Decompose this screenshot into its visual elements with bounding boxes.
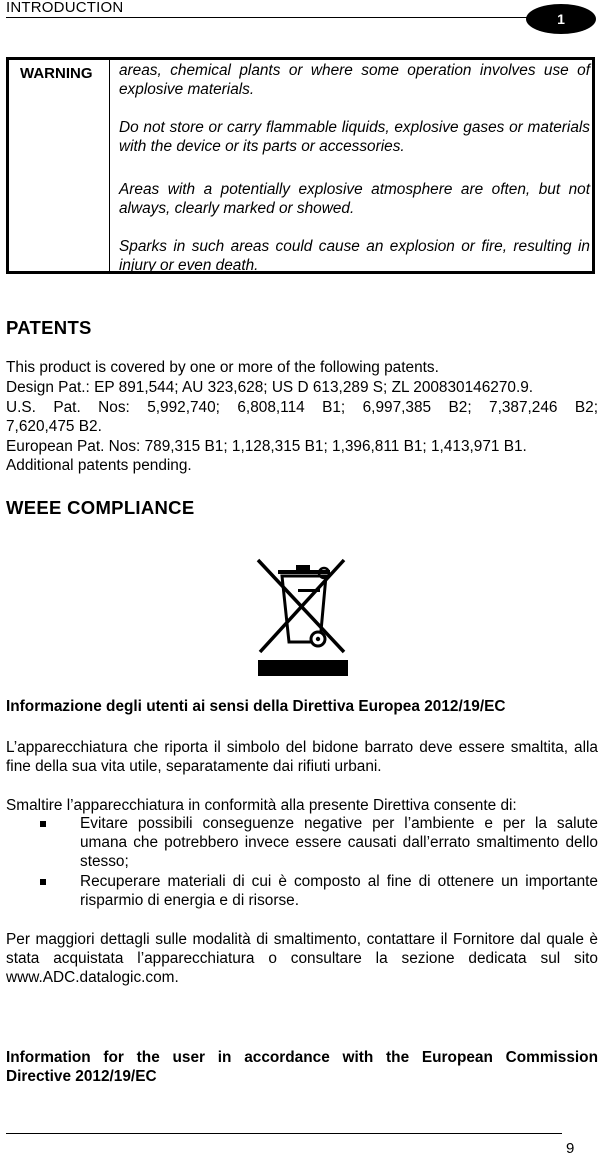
weee-heading: WEEE COMPLIANCE	[6, 497, 195, 518]
patents-pending: Additional patents pending.	[6, 457, 192, 474]
chapter-badge	[526, 4, 596, 34]
page-number: 9	[566, 1140, 575, 1157]
weee-italian-title: Informazione degli utenti ai sensi della Direttiva Europea 2012/19/EC	[6, 698, 506, 715]
weee-italian-paragraph: Per maggiori dettagli sulle modalità di smaltimento, contattare il Fornitore dal quale è stata acquistata l’apparecchiatura o consultare la sezione dedicata sul sito www.ADC.datalogic.com.	[6, 931, 598, 986]
bullet-icon	[40, 879, 46, 885]
warning-paragraph: Do not store or carry flammable liquids, explosive gases or materials with the device or its parts or accessories.	[119, 119, 590, 155]
weee-english-title-continued: Directive 2012/19/EC	[6, 1068, 157, 1085]
footer-rule	[6, 1133, 562, 1134]
header-rule	[6, 17, 534, 18]
bullet-icon	[40, 821, 46, 827]
weee-english-title: Information for the user in accordance with the European Commission	[6, 1049, 598, 1066]
warning-paragraph: Sparks in such areas could cause an explosion or fire, resulting in injury or even death.	[119, 238, 590, 274]
crossed-out-wheelie-bin-icon	[252, 556, 352, 678]
warning-label: WARNING	[20, 65, 93, 82]
chapter-number: 1	[557, 10, 565, 27]
patents-us-line-continued: 7,620,475 B2.	[6, 418, 102, 435]
weee-italian-paragraph: Smaltire l’apparecchiatura in conformità alla presente Direttiva consente di:	[6, 797, 517, 814]
patents-intro: This product is covered by one or more of the following patents.	[6, 359, 439, 376]
warning-paragraph: Areas with a potentially explosive atmosphere are often, but not always, clearly marked or showed.	[119, 181, 590, 217]
warning-paragraph: areas, chemical plants or where some operation involves use of explosive materials.	[119, 62, 590, 98]
weee-italian-bullet: Recuperare materiali di cui è composto al fine di ottenere un importante risparmio di energia e di risorse.	[80, 873, 598, 909]
patents-design: Design Pat.: EP 891,544; AU 323,628; US D 613,289 S; ZL 200830146270.9.	[6, 379, 534, 396]
weee-italian-bullet: Evitare possibili conseguenze negative per l’ambiente e per la salute umana che potrebbero invece essere causati dall’errato smaltimento dello stesso;	[80, 815, 598, 870]
warning-box-divider	[109, 57, 110, 274]
patents-european: European Pat. Nos: 789,315 B1; 1,128,315 B1; 1,396,811 B1; 1,413,971 B1.	[6, 438, 527, 455]
patents-us-line: U.S. Pat. Nos: 5,992,740; 6,808,114 B1; 6,997,385 B2; 7,387,246 B2;	[6, 399, 598, 416]
weee-italian-paragraph: L’apparecchiatura che riporta il simbolo del bidone barrato deve essere smaltita, alla fine della sua vita utile, separatamente dai rifiuti urbani.	[6, 739, 598, 775]
running-header-title: INTRODUCTION	[6, 0, 124, 16]
patents-heading: PATENTS	[6, 317, 92, 338]
